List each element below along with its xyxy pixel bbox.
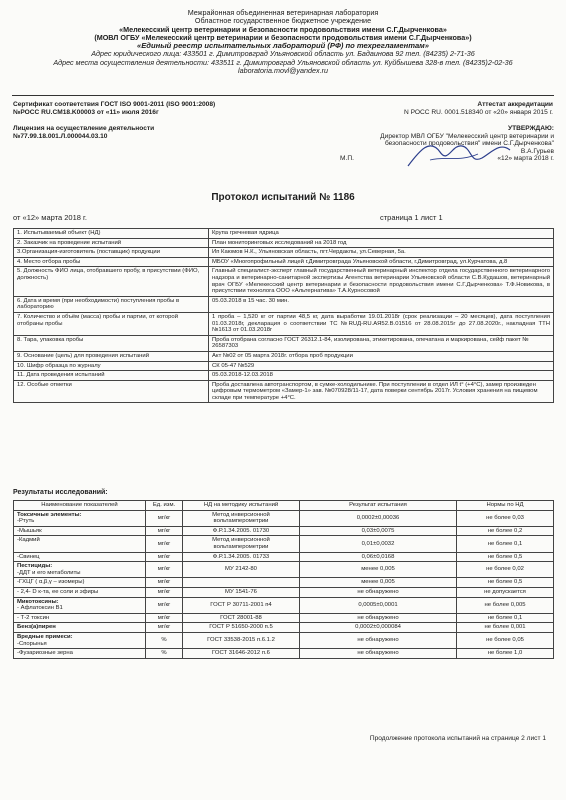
indicator-name: - 2,4- D к-та, ее соли и эфиры [17, 588, 99, 595]
indicator-cell [14, 613, 146, 623]
info-value: МБОУ «Многопрофильный лицей г.Димитровграда Ульяновской области, г.Димитровград, ул.Курчатова, д.8 [209, 257, 554, 267]
result-cell: не обнаружено [300, 632, 457, 648]
info-row [14, 351, 554, 361]
unit-cell: мг/кг [146, 597, 183, 613]
info-value: 1 проба – 1,520 кг от партии 48,5 кг, дата выработки 19.01.2018г (срок реализации – 20 месяцев), дата поступления 01.03.2018г, декларация о соответствии ТС №RUД-RU.АЯ52.В.01516 от 28.08.2015г до 27.08.2020г., накладная ТТН №1613 от 01.03.2018г [209, 312, 554, 335]
result-row [14, 613, 554, 623]
norm-cell: не более 0,1 [457, 613, 554, 623]
accreditation-block [404, 101, 553, 116]
info-row [14, 257, 554, 267]
indicator-name: -Мышьяк [17, 527, 42, 534]
indicator-name: -Кадмий [17, 537, 40, 544]
unit-cell: мг/кг [146, 536, 183, 552]
sample-info-table [13, 228, 554, 403]
result-cell: 0,01±0,0032 [300, 536, 457, 552]
license-line-2: №77.99.18.001.Л.000044.03.10 [13, 132, 108, 140]
continuation-note: Продолжение протокола испытаний на странице 2 лист 1 [369, 735, 546, 742]
info-row [14, 361, 554, 371]
norm-cell: не более 0,05 [457, 632, 554, 648]
indicator-cell [14, 510, 146, 526]
result-cell: 0,0002±0,00036 [300, 510, 457, 526]
info-value: СК 05-47 №529 [209, 361, 554, 371]
info-value: Ип Каюмов Н.К., Ульяновская область, пгт.Чердаклы, ул.Северная, 5а. [209, 248, 554, 258]
unit-cell: мг/кг [146, 578, 183, 588]
indicator-cell [14, 536, 146, 552]
section-label: Микотоксины: [17, 598, 59, 605]
col-header-method: НД на методику испытаний [183, 501, 300, 511]
results-title: Результаты исследований: [13, 489, 108, 496]
norm-cell: не более 0,1 [457, 536, 554, 552]
result-cell: не обнаружено [300, 649, 457, 659]
info-row [14, 335, 554, 351]
method-cell: Ф.Р.1.34.2005. 01730 [183, 526, 300, 536]
info-value: Крупа гречневая ядрица [209, 229, 554, 239]
info-value: План мониторинговых исследований на 2018 год [209, 238, 554, 248]
indicator-name: - Т-2 токсин [17, 614, 50, 621]
unit-cell: мг/кг [146, 526, 183, 536]
unit-cell: мг/кг [146, 510, 183, 526]
accreditation-number: N РОСС RU. 0001.518340 от «20» января 2015 г. [404, 108, 553, 116]
result-row [14, 578, 554, 588]
result-row [14, 649, 554, 659]
result-row [14, 562, 554, 578]
header-line-5: «Единый реестр испытательных лабораторий (РФ) по техрегламентам» [136, 41, 430, 51]
norm-cell: не более 0,02 [457, 562, 554, 578]
norm-cell: не более 1,0 [457, 649, 554, 659]
info-value: 05.03.2018-12.03.2018 [209, 371, 554, 381]
info-value: 05.03.2018 в 15 час. 30 мин. [209, 296, 554, 312]
unit-cell: мг/кг [146, 623, 183, 633]
header-divider [12, 95, 554, 96]
indicator-cell [14, 578, 146, 588]
unit-cell: мг/кг [146, 587, 183, 597]
info-row [14, 312, 554, 335]
section-label: Вредные примеси: [17, 633, 73, 640]
approval-line-1: Директор МВЛ ОГБУ "Мелекесский центр ветеринарии и [380, 132, 554, 140]
result-cell: не обнаружено [300, 613, 457, 623]
indicator-name: -ГХЦГ ( α,β,γ – изомеры) [17, 579, 85, 586]
accreditation-title: Аттестат аккредитации [477, 101, 553, 108]
unit-cell: % [146, 632, 183, 648]
indicator-name: -Фузариозные зерна [17, 650, 73, 657]
header-line-1: Межрайонная объединенная ветеринарная лаборатория [187, 8, 379, 17]
result-cell: 0,0005±0,0001 [300, 597, 457, 613]
result-row [14, 510, 554, 526]
section-label: Бенз(а)пирен [17, 624, 56, 631]
result-cell: 0,06±0,0168 [300, 552, 457, 562]
method-cell: Ф.Р.1.34.2005. 01733 [183, 552, 300, 562]
col-header-indicator: Наименование показателей [14, 501, 146, 511]
certificate-line-2: №РОСС RU.CM18.K00003 от «11» июля 2016г [13, 108, 159, 116]
info-label: 6. Дата и время (при необходимости) поступления пробы в лабораторию [14, 296, 209, 312]
approval-title: УТВЕРЖДАЮ: [507, 125, 554, 132]
header-email: laboratoria.movl@yandex.ru [238, 66, 328, 76]
norm-cell: не более 0,2 [457, 526, 554, 536]
approval-line-2: безопасности продовольствия" имени С.Г.Дырченкова" [384, 140, 554, 148]
info-value: Проба доставлена автотранспортом, в сумке-холодильнике. При поступлении в отдел ИЛ t° (+4°С), замер произведен цифровым термометром «Замер-1» зав. №070928/11-17, дата поверки сентябрь 2017г. Условия хранения на пищевом складе при температуре +4°С. [209, 380, 554, 403]
info-value: Проба отобрана согласно ГОСТ 26312.1-84, изолирована, этикетирована, опечатана и маркирована, сейф пакет № 26587303 [209, 335, 554, 351]
info-row [14, 238, 554, 248]
unit-cell: мг/кг [146, 562, 183, 578]
method-cell: ГОСТ Р 51650-2000 п.5 [183, 623, 300, 633]
header-line-2: Областное государственное бюджетное учреждение [194, 16, 372, 26]
info-label: 3.Организация-изготовитель (поставщик) продукции [14, 248, 209, 258]
results-table [13, 500, 554, 659]
info-label: 7. Количество и объём (масса) пробы и партии, от которой отобраны пробы [14, 312, 209, 335]
indicator-cell [14, 552, 146, 562]
method-cell: ГОСТ Р 30711-2001 п4 [183, 597, 300, 613]
certificate-block [13, 101, 215, 116]
result-cell: менее 0,005 [300, 562, 457, 578]
stamp-mark: М.П. [340, 155, 354, 163]
method-cell [183, 578, 300, 588]
indicator-cell [14, 649, 146, 659]
approval-signer: В.А.Гурьев [520, 147, 554, 155]
info-label: 2. Заказчик на проведение испытаний [14, 238, 209, 248]
info-row [14, 296, 554, 312]
result-row [14, 597, 554, 613]
info-label: 9. Основание (цель) для проведения испытаний [14, 351, 209, 361]
result-cell: 0,03±0,0075 [300, 526, 457, 536]
header-line-6: Адрес юридического лица: 433501 г. Димитровград Ульяновской область ул. Бадаинова 92 тел. (84235) 2-71-36 [91, 49, 475, 59]
section-label: Токсичные элементы: [17, 511, 82, 518]
info-label: 8. Тара, упаковка пробы [14, 335, 209, 351]
certificate-line-1: Сертификат соответствия ГОСТ ISO 9001-2011 (ISO 9001:2008) [13, 101, 216, 108]
info-row [14, 380, 554, 403]
info-value: Акт №02 от 05 марта 2018г. отбора проб продукции [209, 351, 554, 361]
method-cell: ГОСТ 33538-2015 п.6.1.2 [183, 632, 300, 648]
info-value: Главный специалист-эксперт главный государственный ветеринарный инспектор отдела государственного ветеринарного надзора и ветеринарно-санитарной экспертизы Агентства ветеринарии Ульяновской области С.В.Кудашов, ветеринарный врач ОГБУ «Мелекесский центр ветеринарии и безопасности продовольствия имени С.Г.Дырченкова» Т.Ф.Новикова, в присутствии технолога ООО «Альтернатива» Т.А.Курносовой [209, 267, 554, 296]
info-label: 4. Место отбора пробы [14, 257, 209, 267]
header-line-3: «Мелекесский центр ветеринарии и безопасности продовольствия имени С.Г.Дырченкова» [119, 24, 447, 34]
method-cell: Метод инверсионной вольтамперометрии [183, 536, 300, 552]
result-row [14, 552, 554, 562]
info-row [14, 229, 554, 239]
info-row [14, 248, 554, 258]
indicator-cell [14, 562, 146, 578]
info-label: 12. Особые отметки [14, 380, 209, 403]
norm-cell: не более 0,005 [457, 597, 554, 613]
result-cell: не обнаружено [300, 587, 457, 597]
info-row [14, 267, 554, 296]
indicator-cell [14, 587, 146, 597]
norm-cell: не более 0,5 [457, 552, 554, 562]
indicator-cell [14, 597, 146, 613]
method-cell: МУ 2142-80 [183, 562, 300, 578]
norm-cell: не более 0,03 [457, 510, 554, 526]
unit-cell: % [146, 649, 183, 659]
indicator-cell [14, 623, 146, 633]
indicator-name: - Афлатоксин В1 [17, 605, 63, 612]
unit-cell: мг/кг [146, 552, 183, 562]
header-line-7: Адрес места осуществления деятельности: 433511 г. Димитровград Ульяновской область ул. Куйбышева 328-в тел. (84235)2-02-36 [53, 57, 513, 67]
lab-header [0, 9, 566, 75]
result-row [14, 623, 554, 633]
result-row [14, 632, 554, 648]
col-header-result: Результат испытания [300, 501, 457, 511]
protocol-date: от «12» марта 2018 г. [13, 213, 87, 222]
result-cell: 0,0002±0,000084 [300, 623, 457, 633]
result-cell: менее 0,005 [300, 578, 457, 588]
header-line-4: (МОВЛ ОГБУ «Мелекесский центр ветеринарии и безопасности продовольствия имени С.Г.Дырченкова») [94, 32, 472, 42]
license-line-1: Лицензия на осуществление деятельности [13, 125, 155, 132]
protocol-title: Протокол испытаний № 1186 [211, 192, 355, 203]
info-label: 5. Должность ФИО лица, отобравшего пробу, в присутствии (ФИО, должность) [14, 267, 209, 296]
norm-cell: не более 0,5 [457, 578, 554, 588]
signature-drawing [400, 130, 520, 180]
page-indicator: страница 1 лист 1 [380, 213, 443, 222]
unit-cell: мг/кг [146, 613, 183, 623]
indicator-cell [14, 526, 146, 536]
method-cell: ГОСТ 31646-2012 п.6 [183, 649, 300, 659]
method-cell: ГОСТ 28001-88 [183, 613, 300, 623]
method-cell: Метод инверсионной вольтамперометрии [183, 510, 300, 526]
indicator-cell [14, 632, 146, 648]
license-block [13, 125, 154, 140]
info-row [14, 371, 554, 381]
norm-cell: не более 0,001 [457, 623, 554, 633]
approval-date: «12» марта 2018 г. [497, 155, 554, 163]
info-label: 1. Испытываемый объект (НД) [14, 229, 209, 239]
method-cell: МУ 1541-76 [183, 587, 300, 597]
indicator-name: -Свинец [17, 553, 40, 560]
indicator-name: -ДДТ и его метаболиты [17, 569, 81, 576]
col-header-norm: Нормы по НД [457, 501, 554, 511]
col-header-unit: Ед. изм. [146, 501, 183, 511]
result-row [14, 587, 554, 597]
result-row [14, 536, 554, 552]
indicator-name: -Спорынья [17, 640, 47, 647]
indicator-name: -Ртуть [17, 518, 35, 525]
info-label: 10. Шифр образца по журналу [14, 361, 209, 371]
norm-cell: не допускается [457, 587, 554, 597]
result-row [14, 526, 554, 536]
info-label: 11. Дата проведения испытаний [14, 371, 209, 381]
section-label: Пестициды: [17, 563, 53, 570]
